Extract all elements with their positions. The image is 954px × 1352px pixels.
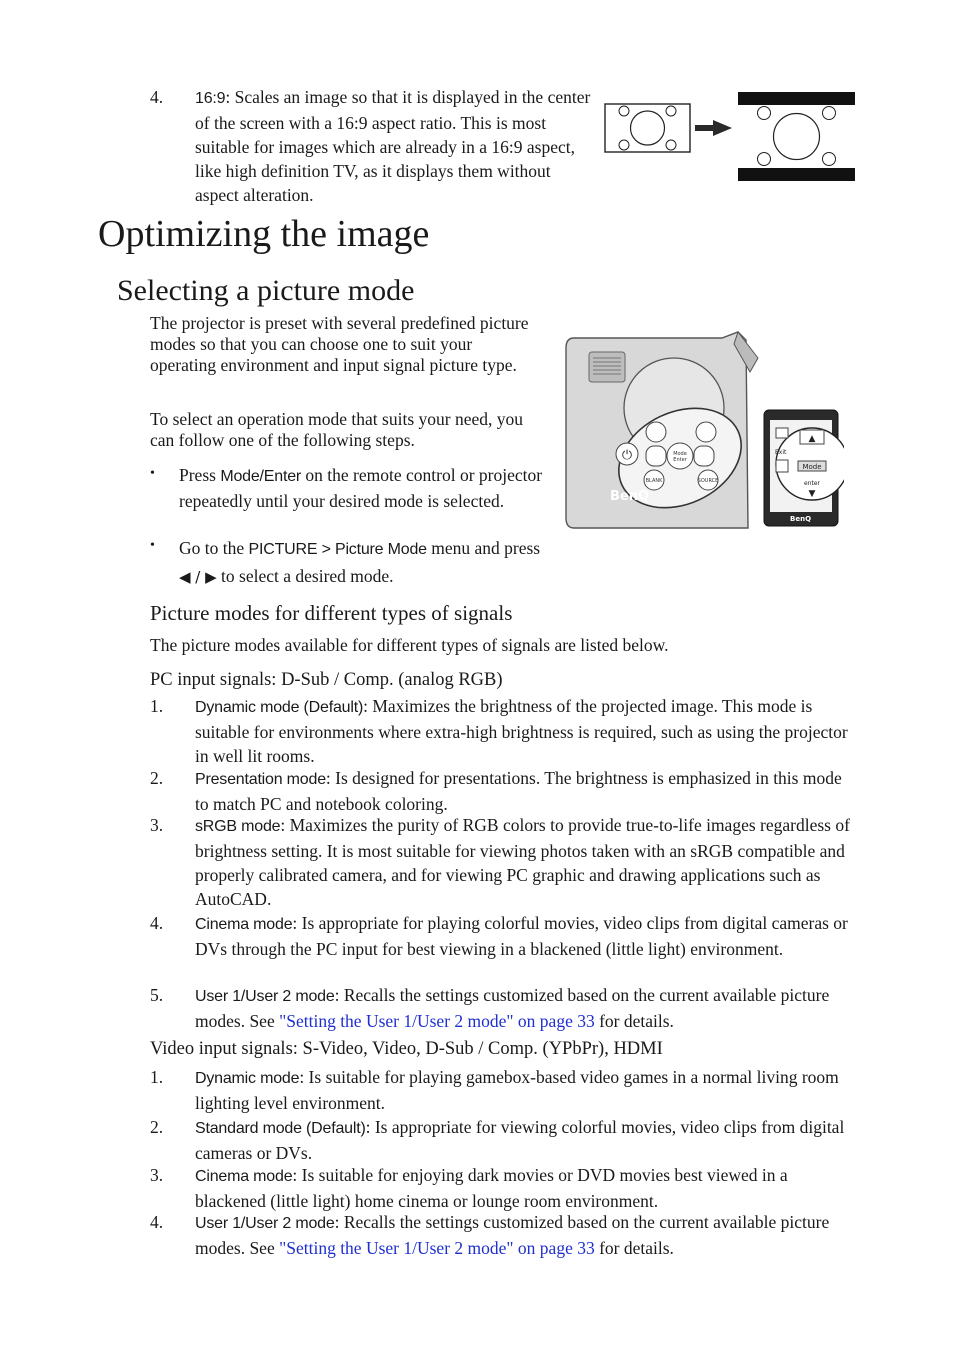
list-number: 1. (150, 696, 164, 716)
bullet-item-2: Go to the PICTURE > Picture Mode menu and press ◀ / ▶ to select a desired mode. (179, 538, 541, 586)
bullet-icon: • (150, 466, 155, 481)
page-link[interactable]: "Setting the User 1/User 2 mode" on page 33 (279, 1011, 595, 1031)
bullet-icon: • (150, 538, 155, 553)
left-right-arrow-icons: ◀ / ▶ (179, 568, 217, 586)
svg-text:BenQ: BenQ (790, 515, 812, 523)
pc-mode-item: Cinema mode: Is appropriate for playing colorful movies, video clips from digital cameras or DVs through the PC input for best viewing in a blackened (little light) environment. (195, 913, 848, 959)
svg-text:Exit: Exit (775, 449, 787, 456)
pc-mode-item: Presentation mode: Is designed for presentations. The brightness is emphasized in this mode to match PC and notebook coloring. (195, 768, 842, 814)
svg-text:Mode: Mode (673, 451, 687, 457)
list-number: 1. (150, 1067, 164, 1087)
list-item-16-9 (195, 85, 595, 207)
subsection-text: The picture modes available for different types of signals are listed below. (150, 635, 669, 655)
projector-body (566, 332, 758, 528)
term-mode-enter: Mode/Enter (220, 468, 302, 485)
subsection-title: Picture modes for different types of signals (150, 601, 513, 625)
term-picture-mode: PICTURE > Picture Mode (248, 541, 427, 558)
svg-text:▲: ▲ (808, 434, 816, 444)
brand-logo: BenQ (610, 489, 650, 504)
result-image-icon (738, 92, 855, 181)
video-mode-item: Standard mode (Default): Is appropriate for viewing colorful movies, video clips from digital cameras or DVs. (195, 1117, 845, 1163)
pc-mode-item: Dynamic mode (Default): Maximizes the brightness of the projected image. This mode is suitable for environments where extra-high brightness is required, such as using the projector in well lit rooms. (195, 696, 848, 766)
svg-text:SOURCE: SOURCE (697, 478, 719, 484)
remote-control (764, 410, 844, 526)
intro-paragraph-1: The projector is preset with several predefined picture modes so that you can choose one to suit your operating environment and input signal picture type. (150, 313, 529, 375)
list-number: 4. (150, 87, 164, 107)
bullet-item-1: Press Mode/Enter on the remote control or projector repeatedly until your desired mode is selected. (179, 465, 543, 511)
source-image-icon (605, 104, 690, 152)
pc-signals-title: PC input signals: D-Sub / Comp. (analog RGB) (150, 670, 503, 690)
aspect-ratio-illustration (600, 88, 860, 184)
section-title: Selecting a picture mode (117, 274, 415, 307)
page-title: Optimizing the image (98, 213, 430, 255)
list-number: 3. (150, 1165, 164, 1185)
video-mode-item: Cinema mode: Is suitable for enjoying dark movies or DVD movies best viewed in a blackened (little light) home cinema or lounge room environment. (195, 1165, 788, 1211)
svg-text:Mode: Mode (802, 463, 822, 471)
item-text: : Scales an image so that it is displayed in the center of the screen with a 16:9 aspect ratio. This is most suitable for images which are already in a 16:9 aspect, like high definition TV, as it displays them without aspect alteration. (195, 87, 591, 205)
arrow-right-icon (695, 120, 732, 136)
svg-text:▼: ▼ (808, 489, 816, 499)
list-number: 2. (150, 768, 164, 788)
svg-text:BLANK: BLANK (645, 478, 663, 484)
intro-paragraph-2: To select an operation mode that suits your need, you can follow one of the following steps. (150, 409, 523, 450)
pc-mode-item: sRGB mode: Maximizes the purity of RGB colors to provide true-to-life images regardless of brightness setting. It is most suitable for viewing photos taken with an sRGB compatible and properly calibrated camera, and for viewing PC graphic and drawing applications such as AutoCAD. (195, 815, 850, 909)
video-mode-item: Dynamic mode: Is suitable for playing gamebox-based video games in a normal living room lighting level environment. (195, 1067, 839, 1113)
list-number: 3. (150, 815, 164, 835)
list-number: 4. (150, 1212, 164, 1232)
page-link[interactable]: "Setting the User 1/User 2 mode" on page 33 (279, 1238, 595, 1258)
list-number: 2. (150, 1117, 164, 1137)
video-signals-title: Video input signals: S-Video, Video, D-Sub / Comp. (YPbPr), HDMI (150, 1039, 663, 1059)
list-number: 4. (150, 913, 164, 933)
pc-mode-item: User 1/User 2 mode: Recalls the settings customized based on the current available picture modes. See "Setting the User 1/User 2 mode" on page 33 for details. (195, 985, 830, 1031)
list-number: 5. (150, 985, 164, 1005)
svg-text:⏻: ⏻ (621, 448, 633, 463)
projector-remote-illustration (562, 328, 844, 530)
term-16-9: 16:9 (195, 90, 226, 107)
svg-text:Enter: Enter (673, 457, 687, 463)
video-mode-item: User 1/User 2 mode: Recalls the settings customized based on the current available picture modes. See "Setting the User 1/User 2 mode" on page 33 for details. (195, 1212, 830, 1258)
svg-text:enter: enter (803, 480, 821, 487)
